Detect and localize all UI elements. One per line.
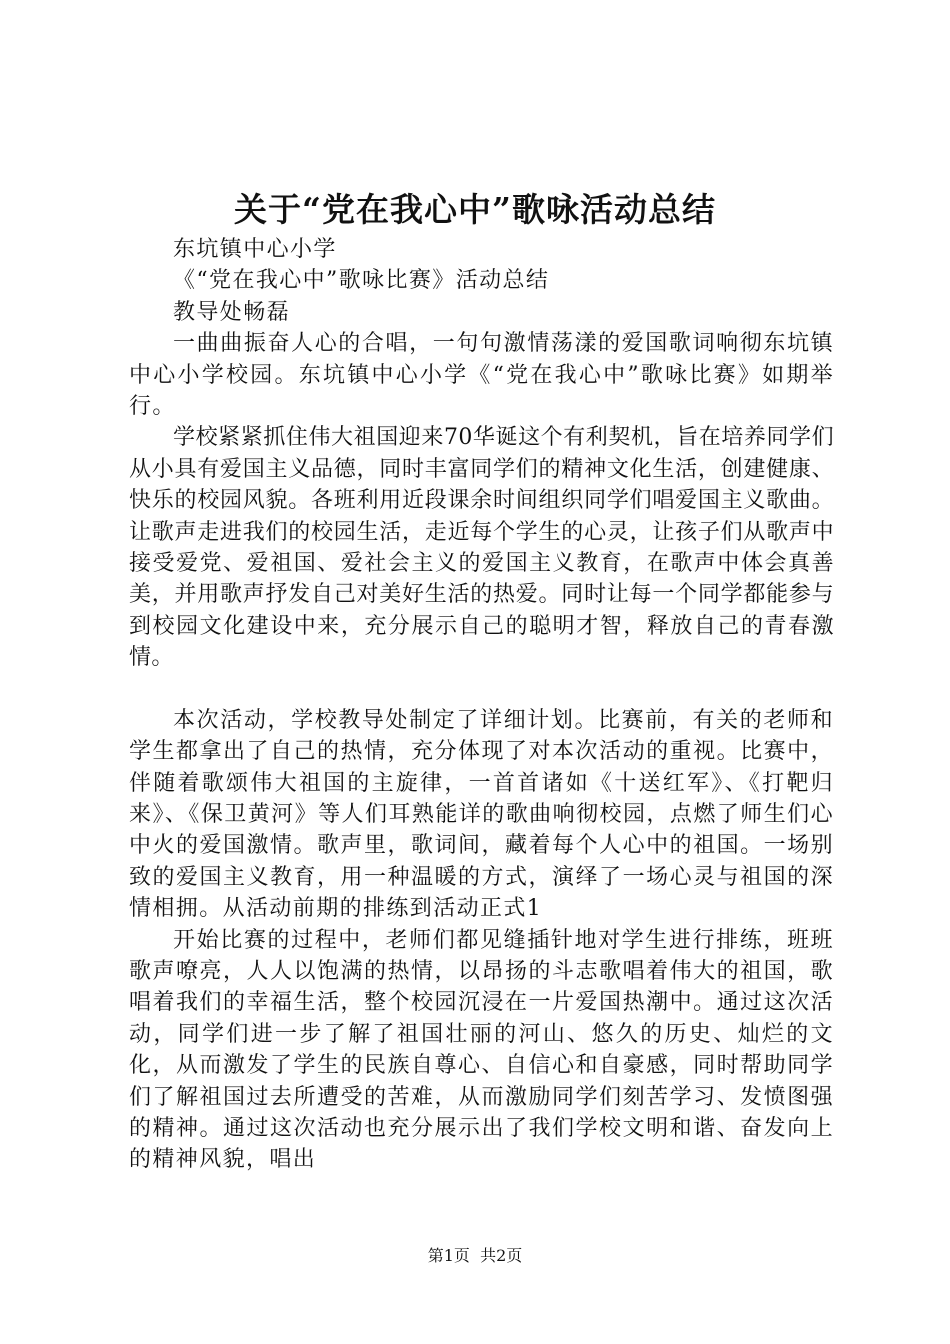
author-line: 教导处畅磊 xyxy=(173,299,291,325)
paragraph-intro: 一曲曲振奋人心的合唱，一句句激情荡漾的爱国歌词响彻东坑镇中心小学校园。东坑镇中心小学《“党在我心中”歌咏比赛》如期举行。 xyxy=(129,331,834,420)
document-body xyxy=(129,234,834,1176)
document-title: 关于“党在我心中”歌咏活动总结 xyxy=(234,190,716,229)
page-number: 第1页 xyxy=(427,1246,470,1265)
school-name-line: 东坑镇中心小学 xyxy=(173,237,337,262)
paragraph-purpose: 学校紧紧抓住伟大祖国迎来70华诞这个有利契机，旨在培养同学们从小具有爱国主义品德，同时丰富同学们的精神文化生活，创建健康、快乐的校园风貌。各班利用近段课余时间组织同学们唱爱国主义歌曲。让歌声走进我们的校园生活，走近每个学生的心灵，让孩子们从歌声中接受爱党、爱祖国、爱社会主义的爱国主义教育，在歌声中体会真善美，并用歌声抒发自己对美好生活的热爱。同时让每一个同学都能参与到校园文化建设中来，充分展示自己的聪明才智，释放自己的青春激情。 xyxy=(129,425,834,671)
paragraph-activity: 本次活动，学校教导处制定了详细计划。比赛前，有关的老师和学生都拿出了自己的热情，充分体现了对本次活动的重视。比赛中，伴随着歌颂伟大祖国的主旋律，一首首诸如《十送红军》、《打靶归来》、《保卫黄河》等人们耳熟能详的歌曲响彻校园，点燃了师生们心中火的爱国激情。歌声里，歌词间，藏着每个人心中的祖国。一场别致的爱国主义教育，用一种温暖的方式，演绎了一场心灵与祖国的深情相拥。从活动前期的排练到活动正式1 xyxy=(129,707,834,922)
paragraph-result: 开始比赛的过程中，老师们都见缝插针地对学生进行排练，班班歌声嘹亮，人人以饱满的热情，以昂扬的斗志歌唱着伟大的祖国，歌唱着我们的幸福生活，整个校园沉浸在一片爱国热潮中。通过这次活动，同学们进一步了解了祖国壮丽的河山、悠久的历史、灿烂的文化，从而激发了学生的民族自尊心、自信心和自豪感，同时帮助同学们了解祖国过去所遭受的苦难，从而激励同学们刻苦学习、发愤图强的精神。通过这次活动也充分展示出了我们学校文明和谐、奋发向上的精神风貌，唱出 xyxy=(129,927,834,1173)
subtitle-line: 《“党在我心中”歌咏比赛》活动总结 xyxy=(173,268,550,294)
page-footer xyxy=(0,1245,950,1267)
page-total: 共2页 xyxy=(480,1246,523,1265)
